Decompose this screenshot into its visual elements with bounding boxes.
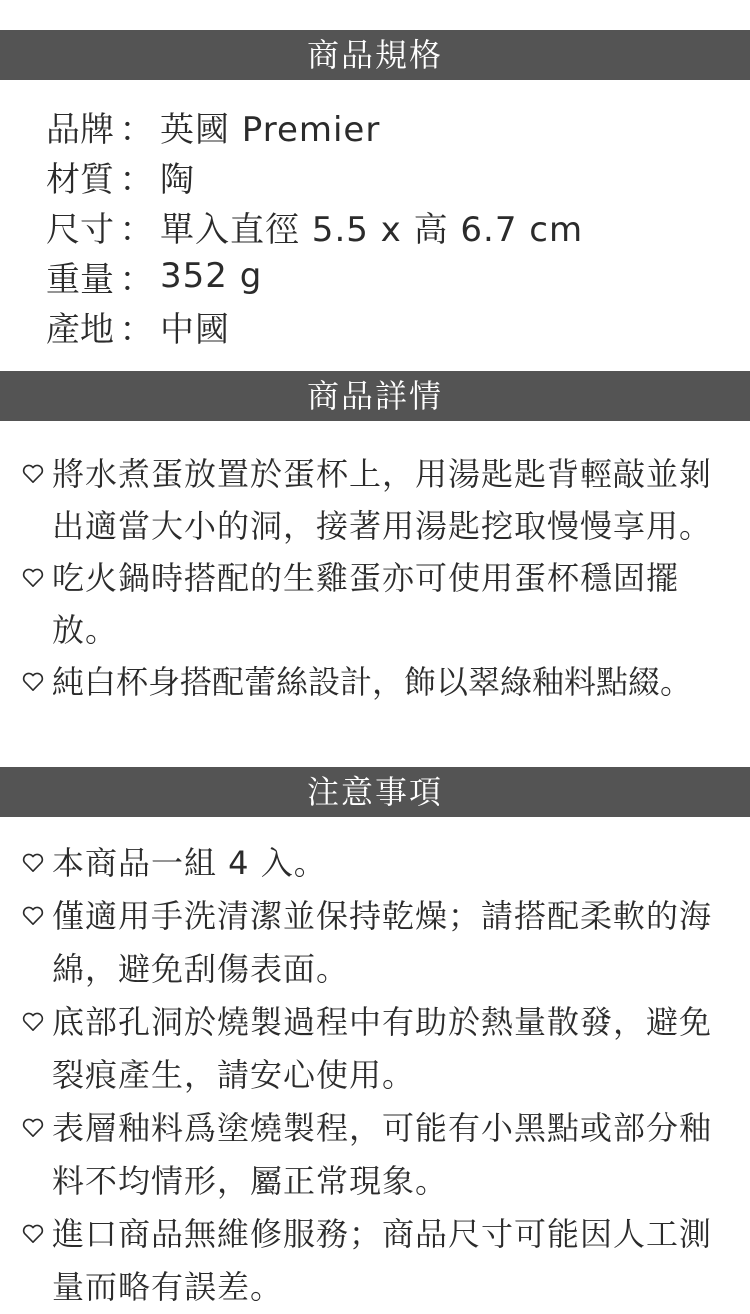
spec-row-material xyxy=(46,151,736,201)
section-header-notices xyxy=(0,767,750,817)
spec-value: 中國 xyxy=(160,309,230,350)
spec-separator: ： xyxy=(119,159,155,200)
notice-text: 底部孔洞於燒製過程中有助於熱量散發，避免裂痕產生，請安心使用。 xyxy=(52,1003,713,1094)
spec-key: 材質 xyxy=(46,159,114,200)
section-title-specs: 商品規格 xyxy=(306,36,443,74)
heart-outline-icon xyxy=(22,1102,52,1154)
spec-separator: ： xyxy=(119,209,155,250)
heart-outline-icon xyxy=(22,837,52,889)
detail-text: 純白杯身搭配蕾絲設計，飾以翠綠釉料點綴。 xyxy=(52,663,693,701)
section-header-specs xyxy=(0,30,750,80)
section-title-details: 商品詳情 xyxy=(306,377,443,415)
list-item xyxy=(22,1102,738,1208)
spec-list xyxy=(46,101,736,351)
spec-key: 尺寸 xyxy=(46,209,114,250)
list-item xyxy=(22,656,738,708)
notice-text: 表層釉料爲塗燒製程，可能有小黑點或部分釉料不均情形，屬正常現象。 xyxy=(52,1109,713,1200)
notice-list xyxy=(22,837,738,1314)
spec-value: 英國 Premier xyxy=(160,109,381,150)
spec-row-size xyxy=(46,201,736,251)
list-item xyxy=(22,837,738,890)
notice-text: 僅適用手洗清潔並保持乾燥；請搭配柔軟的海綿，避免刮傷表面。 xyxy=(52,897,713,988)
spec-row-weight xyxy=(46,251,736,301)
spec-row-origin xyxy=(46,301,736,351)
spec-value: 單入直徑 5.5 x 高 6.7 cm xyxy=(160,209,584,250)
spec-value: 352 g xyxy=(160,256,263,296)
list-item xyxy=(22,996,738,1102)
heart-outline-icon xyxy=(22,448,52,500)
spec-key: 品牌 xyxy=(46,109,114,150)
section-header-details xyxy=(0,371,750,421)
list-item xyxy=(22,890,738,996)
spec-row-brand xyxy=(46,101,736,151)
spec-separator: ： xyxy=(119,259,155,300)
detail-text: 吃火鍋時搭配的生雞蛋亦可使用蛋杯穩固擺放。 xyxy=(52,559,680,649)
spec-key: 產地 xyxy=(46,309,114,350)
list-item xyxy=(22,552,738,656)
heart-outline-icon xyxy=(22,656,52,708)
detail-text: 將水煮蛋放置於蛋杯上，用湯匙匙背輕敲並剝出適當大小的洞，接著用湯匙挖取慢慢享用。 xyxy=(52,455,713,545)
heart-outline-icon xyxy=(22,552,52,604)
notice-text: 本商品一組 4 入。 xyxy=(52,844,327,882)
notice-text: 進口商品無維修服務；商品尺寸可能因人工測量而略有誤差。 xyxy=(52,1215,713,1306)
detail-list xyxy=(22,448,738,708)
heart-outline-icon xyxy=(22,996,52,1048)
heart-outline-icon xyxy=(22,890,52,942)
section-title-notices: 注意事項 xyxy=(306,773,443,811)
spec-separator: ： xyxy=(119,309,155,350)
list-item xyxy=(22,448,738,552)
spec-separator: ： xyxy=(119,109,155,150)
spec-value: 陶 xyxy=(160,159,195,200)
spec-key: 重量 xyxy=(46,259,114,300)
heart-outline-icon xyxy=(22,1208,52,1260)
list-item xyxy=(22,1208,738,1314)
